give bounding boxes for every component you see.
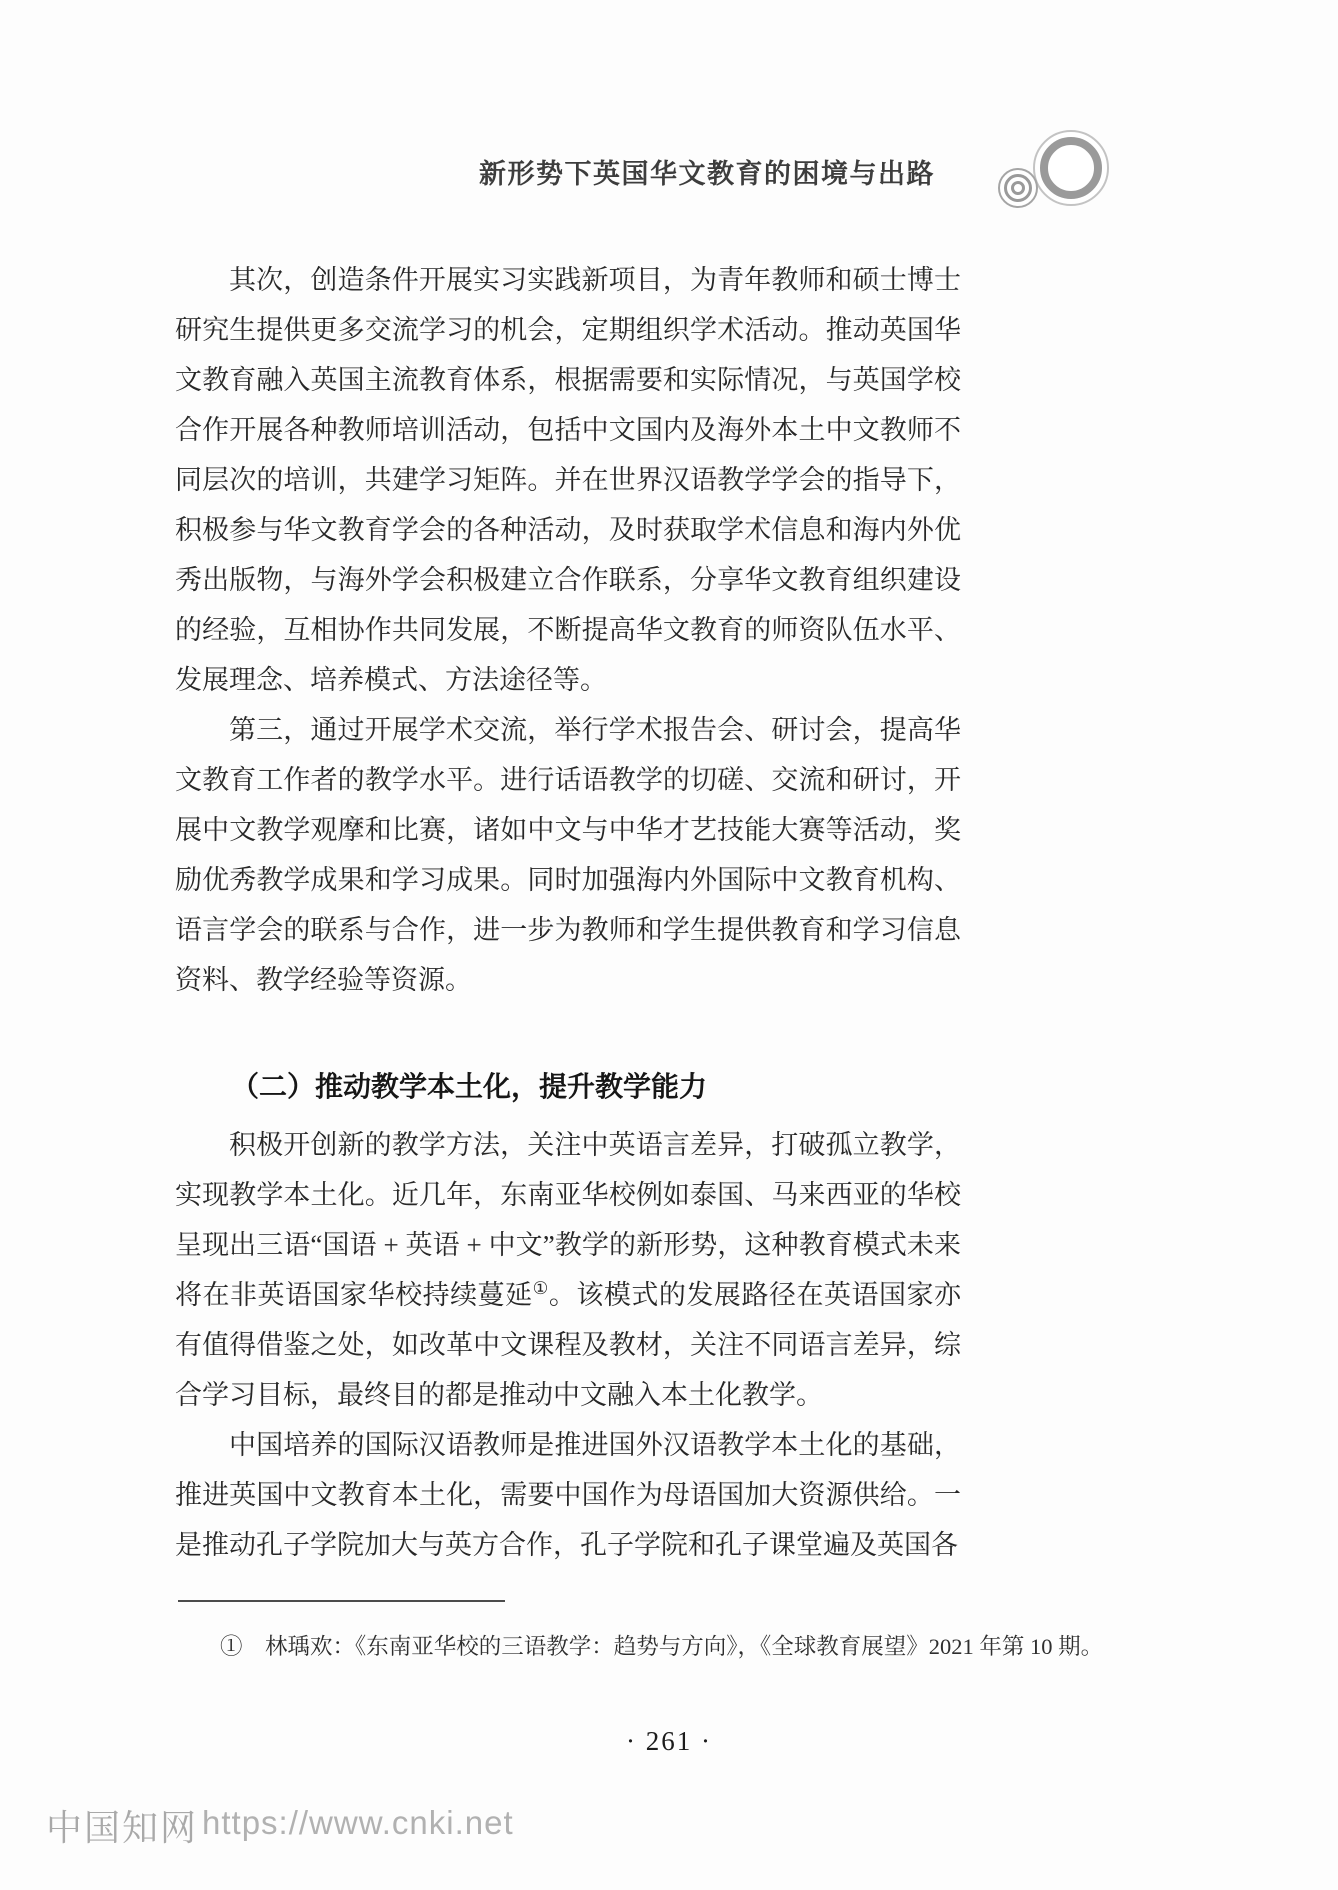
large-ring-icon [1033,130,1109,206]
cnki-watermark-url: https://www.cnki.net [202,1804,514,1841]
paragraph: 第三，通过开展学术交流，举行学术报告会、研讨会，提高华文教育工作者的教学水平。进行话语教学的切磋、交流和研讨，开展中文教学观摩和比赛，诸如中文与中华才艺技能大赛等活动，奖励优秀教学成果和学习成果。同时加强海内外国际中文教育机构、语言学会的联系与合作，进一步为教师和学生提供教育和学习信息资料、教学经验等资源。 [175,715,961,995]
small-concentric-ring-icon [998,168,1038,208]
footnote-separator [178,1600,505,1602]
section-heading: （二）推动教学本土化，提升教学能力 [231,1071,708,1102]
paragraph: 中国培养的国际汉语教师是推进国外汉语教学本土化的基础，推进英国中文教育本土化，需要中国作为母语国加大资源供给。一是推动孔子学院加大与英方合作，孔子学院和孔子课堂遍及英国各 [175,1430,961,1560]
page-number: · 261 · [626,1726,712,1756]
footnote [175,1624,1105,1670]
footnote-text: ① 林瑀欢：《东南亚华校的三语教学：趋势与方向》，《全球教育展望》2021 年第 10 期。 [220,1634,1104,1659]
cnki-watermark-brand: 中国知网 [46,1807,199,1848]
paragraph: 积极开创新的教学方法，关注中英语言差异，打破孤立教学，实现教学本土化。近几年，东南亚华校例如泰国、马来西亚的华校呈现出三语“国语 + 英语 + 中文”教学的新形势，这种教育模式未来将在非英语国家华校持续蔓延①。该模式的发展路径在英语国家亦有值得借鉴之处，如改革中文课程及教材，关注不同语言差异，综合学习目标，最终目的都是推动中文融入本土化教学。 [175,1130,962,1410]
paragraph: 其次，创造条件开展实习实践新项目，为青年教师和硕士博士研究生提供更多交流学习的机会，定期组织学术活动。推动英国华文教育融入英国主流教育体系，根据需要和实际情况，与英国学校合作开展各种教师培训活动，包括中文国内及海外本土中文教师不同层次的培训，共建学习矩阵。并在世界汉语教学学会的指导下，积极参与华文教育学会的各种活动，及时获取学术信息和海内外优秀出版物，与海外学会积极建立合作联系，分享华文教育组织建设的经验，互相协作共同发展，不断提高华文教育的师资队伍水平、发展理念、培养模式、方法途径等。 [175,265,961,695]
decorative-circles-logo [990,80,1120,220]
page-body [175,255,961,1570]
running-title: 新形势下英国华文教育的困境与出路 [479,159,935,189]
